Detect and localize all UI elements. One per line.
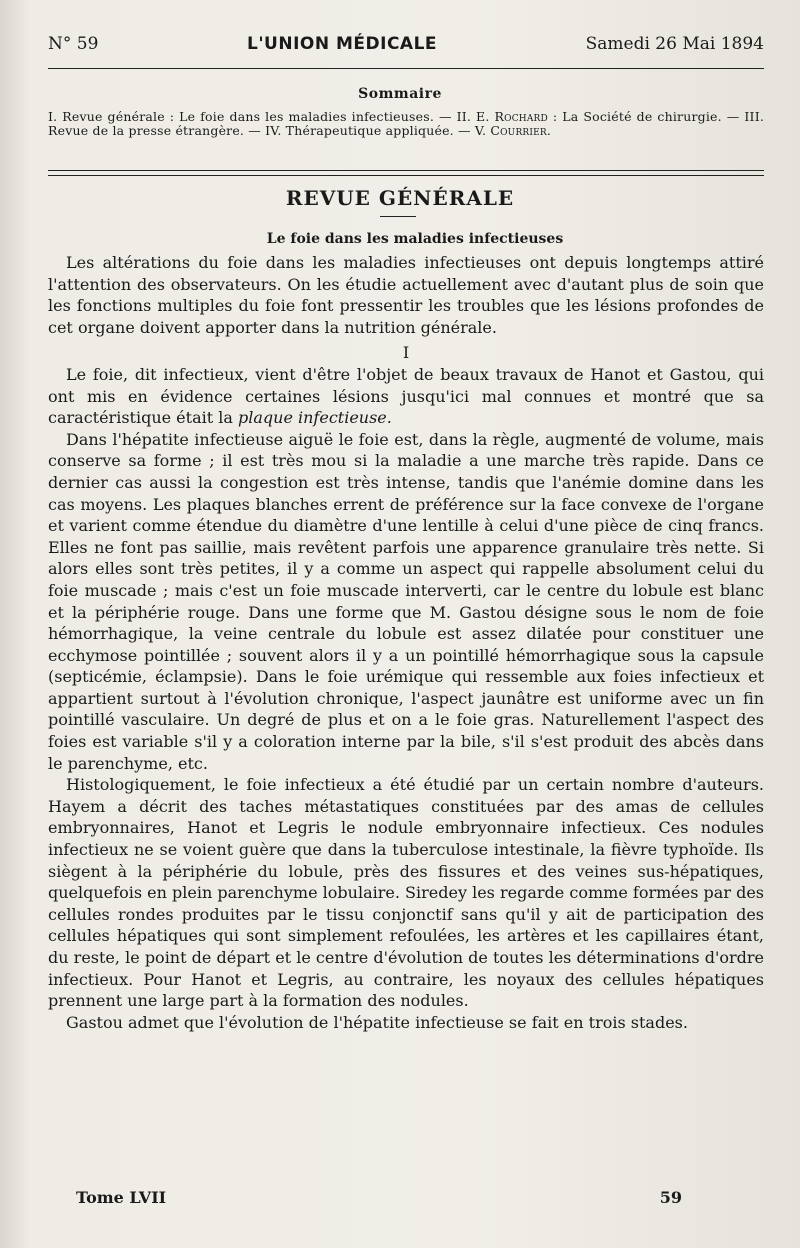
paragraph-text: Le foie, dit infectieux, vient d'être l'objet de beaux travaux de Hanot et Gastou, qui ont mis en évidence certaines lésions jusqu'ici mal connues et montré que sa caractéristique était la xyxy=(48,364,764,428)
sommaire-entry: : La Société de chirurgie. — III. Revue de la presse étrangère. — IV. Thérapeutique appliquée. — V. xyxy=(48,109,765,138)
sommaire-text xyxy=(48,110,764,138)
section-rule-top xyxy=(48,170,764,171)
paragraph: Dans l'hépatite infectieuse aiguë le foie est, dans la règle, augmenté de volume, mais conserve sa forme ; il est très mou si la maladie a une marche très rapide. Dans ce dernier cas aussi la congestion est très intense, tandis que l'anémie domine dans les cas moyens. Les plaques blanches errent de préférence sur la face convexe de l'organe et varient comme étendue du diamètre d'une lentille à celui d'une pièce de cinq francs. Elles ne font pas saillie, mais revêtent parfois une apparence granulaire très nette. Si alors elles sont très petites, il y a comme un aspect qui rappelle absolument celui du foie muscade ; mais c'est un foie muscade interverti, car le centre du lobule est blanc et la périphérie rouge. Dans une forme que M. Gastou désigne sous le nom de foie hémorrhagique, la veine centrale du lobule est assez dilatée pour constituer une ecchymose pointillée ; souvent alors il y a un pointillé hémorrhagique sous la capsule (septicémie, éclampsie). Dans le foie urémique qui ressemble aux foies infectieux et appartient surtout à l'évolution chronique, l'aspect jaunâtre est uniforme avec un fin pointillé vasculaire. Un degré de plus et on a le foie gras. Naturellement l'aspect des foies est variable s'il y a coloration interne par la bile, s'il s'est produit des abcès dans le parenchyme, etc. xyxy=(48,429,764,773)
paragraph xyxy=(48,364,764,429)
page-footer xyxy=(76,1188,682,1207)
issue-date: Samedi 26 Mai 1894 xyxy=(585,34,764,54)
header-rule xyxy=(48,68,764,69)
page-header xyxy=(48,34,764,64)
section-title: REVUE GÉNÉRALE xyxy=(285,186,515,210)
sommaire-author: Courrier. xyxy=(490,123,552,138)
emphasis-text: plaque infectieuse. xyxy=(238,408,392,428)
paragraph: Gastou admet que l'évolution de l'hépatite infectieuse se fait en trois stades. xyxy=(66,1012,688,1032)
paragraph: Histologiquement, le foie infectieux a été étudié par un certain nombre d'auteurs. Hayem a décrit des taches métastatiques constituées par des amas de cellules embryonnaires, Hanot et Legris le nodule embryonnaire infectieux. Ces nodules infectieux ne se voient guère que dans la tuberculose intestinale, la fièvre typhoïde. Ils siègent à la périphérie du lobule, près des fissures et des veines sus-hépatiques, quelquefois en plein parenchyme lobulaire. Siredey les regarde comme formées par des cellules rondes produites par le tissu conjonctif sans qu'il y ait de participation des cellules hépatiques qui sont simplement refoulées, les artères et les capillaires étant, du reste, le point de départ et le centre d'évolution de toutes les déterminations d'ordre infectieux. Pour Hanot et Legris, au contraire, les noyaux des cellules hépatiques prennent une large part à la formation des nodules. xyxy=(48,775,764,1011)
article-body xyxy=(48,252,764,1033)
section-rule-bottom xyxy=(48,175,764,176)
paragraph: Les altérations du foie dans les maladies infectieuses ont depuis longtemps attiré l'attention des observateurs. On les étudie actuellement avec d'autant plus de soin que les fonctions multiples du foie font pressentir les troubles que les lésions profondes de cet organe doivent apporter dans la nutrition générale. xyxy=(48,253,764,337)
title-divider xyxy=(380,216,416,217)
article-title: Le foie dans les maladies infectieuses xyxy=(266,231,564,247)
page-number: 59 xyxy=(659,1188,682,1207)
issue-number: N° 59 xyxy=(48,34,99,54)
section-numeral: I xyxy=(402,343,410,363)
volume-label: Tome LVII xyxy=(76,1188,167,1207)
sommaire-title: Sommaire xyxy=(358,86,442,102)
journal-title: L'UNION MÉDICALE xyxy=(247,34,438,54)
sommaire-author: Rochard xyxy=(494,109,548,124)
sommaire-entry: I. Revue générale : Le foie dans les maladies infectieuses. — II. E. xyxy=(48,109,490,124)
